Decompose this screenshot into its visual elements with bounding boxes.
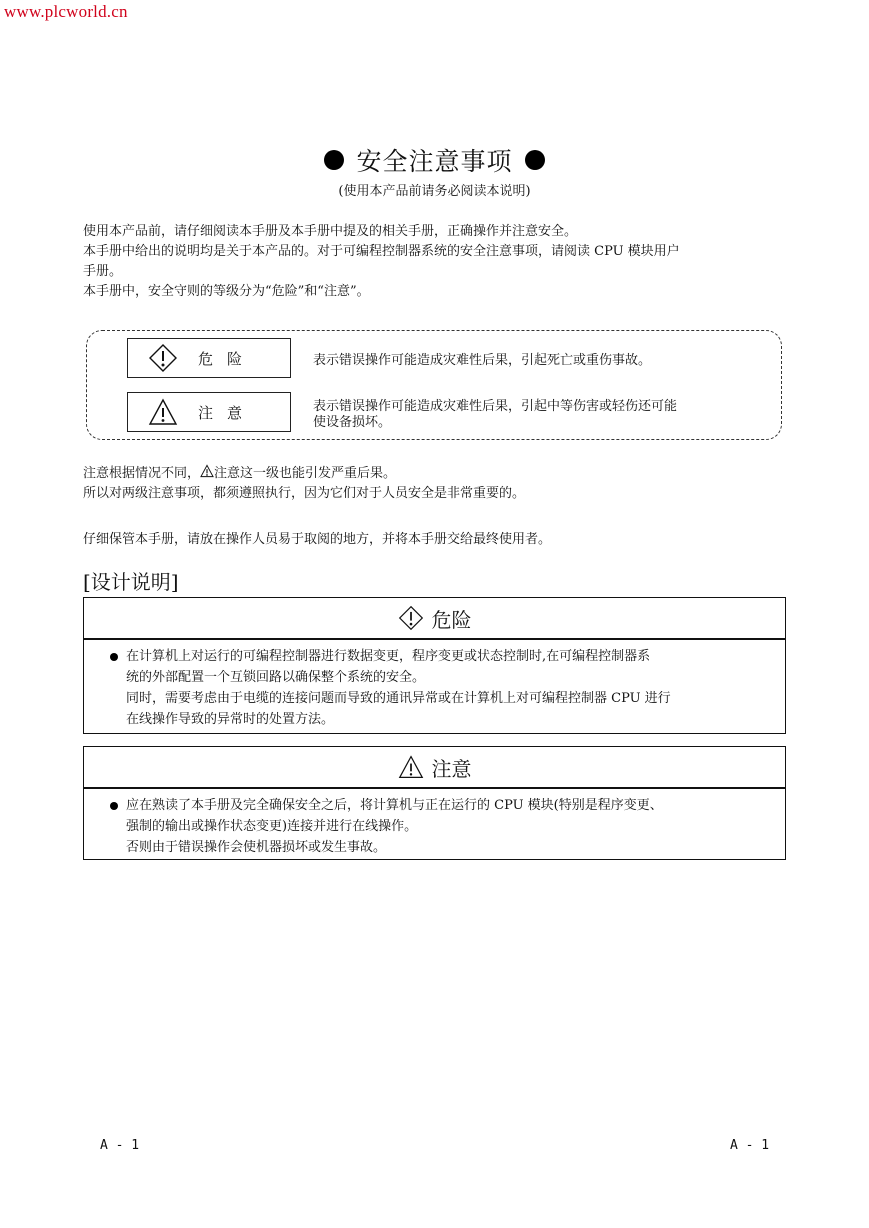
intro-paragraph <box>83 222 788 302</box>
page-title-row <box>0 142 869 178</box>
bullet-dot-icon <box>525 150 545 170</box>
intro-line: 使用本产品前，请仔细阅读本手册及本手册中提及的相关手册，正确操作并注意安全。 <box>83 224 578 239</box>
section-title: [设计说明] <box>83 570 179 594</box>
caution-line: 否则由于错误操作会使机器损坏或发生事故。 <box>126 840 387 855</box>
hazard-legend <box>86 330 782 440</box>
danger-legend-box <box>127 338 291 378</box>
danger-panel-title: 危险 <box>431 607 472 632</box>
intro-line: 手册。 <box>83 264 123 279</box>
caution-label: 注意 <box>198 403 257 422</box>
caution-panel-body <box>84 789 785 862</box>
watermark[interactable]: www.plcworld.cn <box>4 2 128 21</box>
notes-line1-post: 注意这一级也能引发严重后果。 <box>214 466 397 481</box>
danger-line: 在线操作导致的异常时的处置方法。 <box>126 712 335 727</box>
caution-triangle-icon <box>148 397 178 427</box>
danger-line: 统的外部配置一个互锁回路以确保整个系统的安全。 <box>126 670 426 685</box>
caution-triangle-icon <box>398 754 424 780</box>
keep-manual-note: 仔细保管本手册，请放在操作人员易于取阅的地方，并将本手册交给最终使用者。 <box>83 532 552 547</box>
caution-panel-title: 注意 <box>431 756 472 781</box>
notes-line1-pre: 注意根据情况不同， <box>83 466 201 481</box>
caution-desc-line: 表示错误操作可能造成灾难性后果，引起中等伤害或轻伤还可能 <box>313 399 678 414</box>
caution-panel-header <box>84 747 785 789</box>
notes-paragraph <box>83 464 788 504</box>
page-number-left: A - 1 <box>100 1138 140 1153</box>
danger-diamond-icon <box>398 605 424 631</box>
danger-panel <box>83 597 786 734</box>
danger-diamond-icon <box>148 343 178 373</box>
danger-line: 在计算机上对运行的可编程控制器进行数据变更，程序变更或状态控制时,在可编程控制器系 <box>126 649 651 664</box>
danger-description: 表示错误操作可能造成灾难性后果，引起死亡或重伤事故。 <box>313 353 652 368</box>
bullet-icon <box>110 802 118 810</box>
caution-description <box>313 399 753 431</box>
danger-line: 同时，需要考虑由于电缆的连接问题而导致的通讯异常或在计算机上对可编程控制器 CPU 进行 <box>126 691 671 706</box>
intro-line: 本手册中，安全守则的等级分为“危险”和“注意”。 <box>83 284 370 299</box>
caution-line: 强制的输出或操作状态变更)连接并进行在线操作。 <box>126 819 418 834</box>
notes-line: 所以对两级注意事项，都须遵照执行，因为它们对于人员安全是非常重要的。 <box>83 486 526 501</box>
caution-triangle-icon <box>200 464 214 478</box>
danger-panel-body <box>84 640 785 734</box>
danger-panel-header <box>84 598 785 640</box>
intro-line: 本手册中给出的说明均是关于本产品的。对于可编程控制器系统的安全注意事项，请阅读 CPU 模块用户 <box>83 244 680 259</box>
caution-legend-box <box>127 392 291 432</box>
caution-panel <box>83 746 786 860</box>
page-number-right: A - 1 <box>730 1138 770 1153</box>
notes-line <box>83 464 788 484</box>
bullet-dot-icon <box>324 150 344 170</box>
bullet-icon <box>110 653 118 661</box>
danger-label: 危险 <box>198 349 257 368</box>
page-title: 安全注意事项 <box>356 147 513 176</box>
page-subtitle: (使用本产品前请务必阅读本说明) <box>338 184 531 199</box>
caution-desc-line: 使设备损坏。 <box>313 415 392 430</box>
caution-line: 应在熟读了本手册及完全确保安全之后，将计算机与正在运行的 CPU 模块(特别是程序变更、 <box>126 798 663 813</box>
